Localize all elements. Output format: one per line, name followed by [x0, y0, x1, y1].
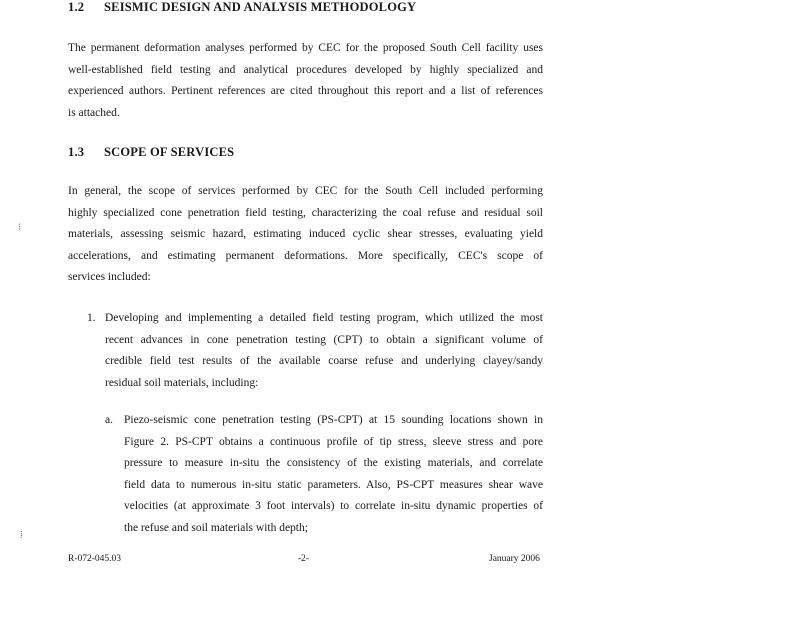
paragraph-line: well-established field testing and analytical procedures developed by highly specialized and: [68, 63, 543, 76]
section-title: SEISMIC DESIGN AND ANALYSIS METHODOLOGY: [104, 0, 417, 14]
list-line: residual soil materials, including:: [105, 376, 259, 389]
scan-mark: ⁝: [18, 222, 22, 233]
paragraph-line: experienced authors. Pertinent references are cited throughout this report and a list of references: [68, 85, 543, 97]
paragraph-line: highly specialized cone penetration field testing, characterizing the coal refuse and residual soil: [68, 206, 543, 219]
sub-item-line: velocities (at approximate 3 foot intervals) to correlate in-situ dynamic properties of: [124, 500, 543, 512]
paragraph-scope: [68, 181, 543, 289]
section-number: 1.3: [68, 145, 85, 159]
sub-list-marker: a.: [105, 414, 113, 426]
footer-date: January 2006: [489, 554, 540, 564]
sub-item-line: field data to numerous in-situ static parameters. Also, PS-CPT measures shear wave: [124, 478, 543, 491]
list-line: Developing and implementing a detailed field testing program, which utilized the most: [105, 312, 543, 324]
paragraph-line: In general, the scope of services performed by CEC for the South Cell included performing: [68, 185, 543, 197]
section-number: 1.2: [68, 0, 85, 14]
list-line: recent advances in cone penetration testing (CPT) to obtain a significant volume of: [105, 333, 543, 346]
paragraph-line: accelerations, and estimating permanent deformations. More specifically, CEC's scope of: [68, 249, 543, 262]
section-heading-1-3: [68, 145, 368, 161]
list-marker: 1.: [87, 312, 96, 324]
scan-mark: ⁞: [20, 530, 23, 541]
paragraph-line: is attached.: [68, 106, 120, 119]
sub-item-ps-cpt: [124, 410, 543, 539]
paragraph-line: materials, assessing seismic hazard, estimating induced cyclic shear stresses, evaluating yield: [68, 228, 543, 240]
paragraph-line: services included:: [68, 271, 151, 283]
section-title: SCOPE OF SERVICES: [104, 145, 235, 159]
section-heading-1-2: [68, 0, 468, 16]
footer-page-number: -2-: [298, 554, 310, 564]
paragraph-methodology: [68, 38, 543, 124]
footer-doc-number: R-072-045.03: [68, 554, 122, 564]
sub-item-line: the refuse and soil materials with depth;: [124, 521, 308, 534]
sub-item-line: pressure to measure in-situ the consistency of the existing materials, and correlate: [124, 457, 543, 469]
sub-item-line: Figure 2. PS-CPT obtains a continuous profile of tip stress, sleeve stress and pore: [124, 435, 543, 448]
list-line: credible field test results of the available coarse refuse and underlying clayey/sandy: [105, 355, 543, 367]
sub-item-line: Piezo-seismic cone penetration testing (PS-CPT) at 15 sounding locations shown in: [124, 414, 543, 426]
paragraph-line: The permanent deformation analyses performed by CEC for the proposed South Cell facility uses: [68, 42, 543, 54]
list-item-field-testing: [105, 308, 543, 394]
